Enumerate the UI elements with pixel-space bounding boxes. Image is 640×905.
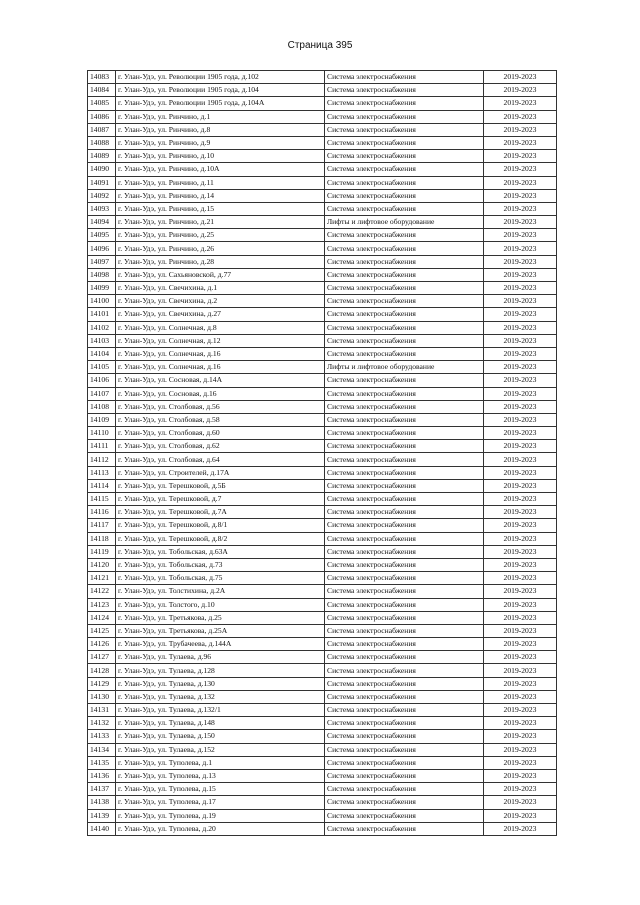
period-cell: 2019-2023: [484, 796, 557, 809]
system-type-cell: Система электроснабжения: [325, 545, 484, 558]
table-row: [88, 506, 557, 519]
system-type-cell: Лифты и лифтовое оборудование: [325, 361, 484, 374]
address-cell: г. Улан-Удэ, ул. Туполева, д.20: [116, 822, 325, 835]
system-type-cell: Система электроснабжения: [325, 466, 484, 479]
table-row: [88, 334, 557, 347]
period-cell: 2019-2023: [484, 97, 557, 110]
registry-table: [87, 70, 557, 836]
table-row: [88, 440, 557, 453]
period-cell: 2019-2023: [484, 361, 557, 374]
address-cell: г. Улан-Удэ, ул. Солнечная, д.16: [116, 361, 325, 374]
system-type-cell: Система электроснабжения: [325, 769, 484, 782]
table-row: [88, 321, 557, 334]
address-cell: г. Улан-Удэ, ул. Тулаева, д.132: [116, 690, 325, 703]
table-row: [88, 624, 557, 637]
table-row: [88, 150, 557, 163]
row-number-cell: 14104: [88, 347, 116, 360]
period-cell: 2019-2023: [484, 400, 557, 413]
row-number-cell: 14131: [88, 704, 116, 717]
period-cell: 2019-2023: [484, 704, 557, 717]
period-cell: 2019-2023: [484, 717, 557, 730]
system-type-cell: Система электроснабжения: [325, 97, 484, 110]
address-cell: г. Улан-Удэ, ул. Сахьяновской, д.77: [116, 268, 325, 281]
table-row: [88, 585, 557, 598]
period-cell: 2019-2023: [484, 387, 557, 400]
row-number-cell: 14129: [88, 677, 116, 690]
row-number-cell: 14092: [88, 189, 116, 202]
table-row: [88, 229, 557, 242]
address-cell: г. Улан-Удэ, ул. Туполева, д.19: [116, 809, 325, 822]
address-cell: г. Улан-Удэ, ул. Столбовая, д.56: [116, 400, 325, 413]
row-number-cell: 14093: [88, 202, 116, 215]
system-type-cell: Система электроснабжения: [325, 796, 484, 809]
address-cell: г. Улан-Удэ, ул. Ринчино, д.21: [116, 216, 325, 229]
period-cell: 2019-2023: [484, 532, 557, 545]
address-cell: г. Улан-Удэ, ул. Терешковой, д.8/2: [116, 532, 325, 545]
row-number-cell: 14128: [88, 664, 116, 677]
row-number-cell: 14088: [88, 136, 116, 149]
row-number-cell: 14133: [88, 730, 116, 743]
row-number-cell: 14099: [88, 282, 116, 295]
row-number-cell: 14107: [88, 387, 116, 400]
address-cell: г. Улан-Удэ, ул. Терешковой, д.8/1: [116, 519, 325, 532]
row-number-cell: 14086: [88, 110, 116, 123]
period-cell: 2019-2023: [484, 743, 557, 756]
row-number-cell: 14094: [88, 216, 116, 229]
table-row: [88, 466, 557, 479]
system-type-cell: Система электроснабжения: [325, 743, 484, 756]
period-cell: 2019-2023: [484, 598, 557, 611]
table-row: [88, 677, 557, 690]
system-type-cell: Система электроснабжения: [325, 387, 484, 400]
period-cell: 2019-2023: [484, 282, 557, 295]
row-number-cell: 14105: [88, 361, 116, 374]
period-cell: 2019-2023: [484, 295, 557, 308]
row-number-cell: 14115: [88, 493, 116, 506]
period-cell: 2019-2023: [484, 374, 557, 387]
period-cell: 2019-2023: [484, 730, 557, 743]
table-row: [88, 690, 557, 703]
row-number-cell: 14100: [88, 295, 116, 308]
system-type-cell: Система электроснабжения: [325, 704, 484, 717]
system-type-cell: Система электроснабжения: [325, 783, 484, 796]
system-type-cell: Система электроснабжения: [325, 506, 484, 519]
row-number-cell: 14084: [88, 84, 116, 97]
row-number-cell: 14121: [88, 572, 116, 585]
period-cell: 2019-2023: [484, 519, 557, 532]
table-row: [88, 374, 557, 387]
row-number-cell: 14114: [88, 479, 116, 492]
address-cell: г. Улан-Удэ, ул. Сосновая, д.16: [116, 387, 325, 400]
system-type-cell: Система электроснабжения: [325, 440, 484, 453]
system-type-cell: Система электроснабжения: [325, 585, 484, 598]
period-cell: 2019-2023: [484, 268, 557, 281]
system-type-cell: Система электроснабжения: [325, 308, 484, 321]
period-cell: 2019-2023: [484, 123, 557, 136]
table-row: [88, 282, 557, 295]
row-number-cell: 14097: [88, 255, 116, 268]
period-cell: 2019-2023: [484, 321, 557, 334]
address-cell: г. Улан-Удэ, ул. Солнечная, д.8: [116, 321, 325, 334]
row-number-cell: 14117: [88, 519, 116, 532]
address-cell: г. Улан-Удэ, ул. Свечихина, д.1: [116, 282, 325, 295]
row-number-cell: 14136: [88, 769, 116, 782]
period-cell: 2019-2023: [484, 136, 557, 149]
system-type-cell: Система электроснабжения: [325, 756, 484, 769]
period-cell: 2019-2023: [484, 334, 557, 347]
row-number-cell: 14138: [88, 796, 116, 809]
row-number-cell: 14123: [88, 598, 116, 611]
address-cell: г. Улан-Удэ, ул. Солнечная, д.12: [116, 334, 325, 347]
system-type-cell: Система электроснабжения: [325, 242, 484, 255]
table-row: [88, 176, 557, 189]
address-cell: г. Улан-Удэ, ул. Ринчино, д.1: [116, 110, 325, 123]
table-row: [88, 427, 557, 440]
period-cell: 2019-2023: [484, 822, 557, 835]
address-cell: г. Улан-Удэ, ул. Революции 1905 года, д.104А: [116, 97, 325, 110]
table-row: [88, 717, 557, 730]
row-number-cell: 14122: [88, 585, 116, 598]
row-number-cell: 14113: [88, 466, 116, 479]
table-row: [88, 123, 557, 136]
table-row: [88, 453, 557, 466]
row-number-cell: 14125: [88, 624, 116, 637]
table-row: [88, 519, 557, 532]
table-row: [88, 189, 557, 202]
period-cell: 2019-2023: [484, 242, 557, 255]
system-type-cell: Система электроснабжения: [325, 624, 484, 637]
system-type-cell: Система электроснабжения: [325, 84, 484, 97]
period-cell: 2019-2023: [484, 690, 557, 703]
system-type-cell: Система электроснабжения: [325, 71, 484, 84]
system-type-cell: Система электроснабжения: [325, 822, 484, 835]
period-cell: 2019-2023: [484, 84, 557, 97]
row-number-cell: 14137: [88, 783, 116, 796]
period-cell: 2019-2023: [484, 769, 557, 782]
table-row: [88, 572, 557, 585]
period-cell: 2019-2023: [484, 585, 557, 598]
table-row: [88, 400, 557, 413]
system-type-cell: Система электроснабжения: [325, 690, 484, 703]
table-row: [88, 387, 557, 400]
period-cell: 2019-2023: [484, 664, 557, 677]
system-type-cell: Система электроснабжения: [325, 493, 484, 506]
address-cell: г. Улан-Удэ, ул. Терешковой, д.7: [116, 493, 325, 506]
address-cell: г. Улан-Удэ, ул. Третьякова, д.25: [116, 611, 325, 624]
system-type-cell: Система электроснабжения: [325, 427, 484, 440]
address-cell: г. Улан-Удэ, ул. Тулаева, д.130: [116, 677, 325, 690]
table-row: [88, 532, 557, 545]
page-title: Страница 395: [287, 40, 353, 51]
row-number-cell: 14135: [88, 756, 116, 769]
table-row: [88, 796, 557, 809]
table-row: [88, 202, 557, 215]
address-cell: г. Улан-Удэ, ул. Туполева, д.1: [116, 756, 325, 769]
row-number-cell: 14112: [88, 453, 116, 466]
row-number-cell: 14090: [88, 163, 116, 176]
table-row: [88, 84, 557, 97]
period-cell: 2019-2023: [484, 572, 557, 585]
period-cell: 2019-2023: [484, 756, 557, 769]
address-cell: г. Улан-Удэ, ул. Туполева, д.17: [116, 796, 325, 809]
row-number-cell: 14109: [88, 413, 116, 426]
row-number-cell: 14118: [88, 532, 116, 545]
period-cell: 2019-2023: [484, 176, 557, 189]
system-type-cell: Система электроснабжения: [325, 282, 484, 295]
address-cell: г. Улан-Удэ, ул. Революции 1905 года, д.104: [116, 84, 325, 97]
period-cell: 2019-2023: [484, 453, 557, 466]
period-cell: 2019-2023: [484, 493, 557, 506]
table-row: [88, 783, 557, 796]
row-number-cell: 14130: [88, 690, 116, 703]
address-cell: г. Улан-Удэ, ул. Ринчино, д.11: [116, 176, 325, 189]
address-cell: г. Улан-Удэ, ул. Тобольская, д.63А: [116, 545, 325, 558]
table-row: [88, 255, 557, 268]
system-type-cell: Система электроснабжения: [325, 295, 484, 308]
table-row: [88, 493, 557, 506]
system-type-cell: Система электроснабжения: [325, 730, 484, 743]
row-number-cell: 14096: [88, 242, 116, 255]
system-type-cell: Система электроснабжения: [325, 400, 484, 413]
system-type-cell: Система электроснабжения: [325, 374, 484, 387]
address-cell: г. Улан-Удэ, ул. Свечихина, д.2: [116, 295, 325, 308]
table-row: [88, 163, 557, 176]
system-type-cell: Система электроснабжения: [325, 453, 484, 466]
system-type-cell: Система электроснабжения: [325, 255, 484, 268]
row-number-cell: 14087: [88, 123, 116, 136]
row-number-cell: 14089: [88, 150, 116, 163]
address-cell: г. Улан-Удэ, ул. Строителей, д.17А: [116, 466, 325, 479]
system-type-cell: Система электроснабжения: [325, 519, 484, 532]
period-cell: 2019-2023: [484, 216, 557, 229]
period-cell: 2019-2023: [484, 638, 557, 651]
system-type-cell: Система электроснабжения: [325, 809, 484, 822]
row-number-cell: 14116: [88, 506, 116, 519]
system-type-cell: Система электроснабжения: [325, 572, 484, 585]
table-row: [88, 545, 557, 558]
period-cell: 2019-2023: [484, 809, 557, 822]
row-number-cell: 14110: [88, 427, 116, 440]
row-number-cell: 14106: [88, 374, 116, 387]
system-type-cell: Система электроснабжения: [325, 176, 484, 189]
period-cell: 2019-2023: [484, 651, 557, 664]
table-row: [88, 638, 557, 651]
row-number-cell: 14134: [88, 743, 116, 756]
address-cell: г. Улан-Удэ, ул. Сосновая, д.14А: [116, 374, 325, 387]
row-number-cell: 14098: [88, 268, 116, 281]
address-cell: г. Улан-Удэ, ул. Тобольская, д.73: [116, 558, 325, 571]
period-cell: 2019-2023: [484, 479, 557, 492]
period-cell: 2019-2023: [484, 229, 557, 242]
system-type-cell: Система электроснабжения: [325, 558, 484, 571]
address-cell: г. Улан-Удэ, ул. Ринчино, д.26: [116, 242, 325, 255]
table-row: [88, 413, 557, 426]
table-row: [88, 347, 557, 360]
address-cell: г. Улан-Удэ, ул. Трубачеева, д.144А: [116, 638, 325, 651]
period-cell: 2019-2023: [484, 163, 557, 176]
system-type-cell: Система электроснабжения: [325, 150, 484, 163]
table-row: [88, 71, 557, 84]
period-cell: 2019-2023: [484, 255, 557, 268]
table-row: [88, 308, 557, 321]
period-cell: 2019-2023: [484, 189, 557, 202]
system-type-cell: Система электроснабжения: [325, 229, 484, 242]
row-number-cell: 14102: [88, 321, 116, 334]
table-row: [88, 769, 557, 782]
system-type-cell: Система электроснабжения: [325, 611, 484, 624]
address-cell: г. Улан-Удэ, ул. Тобольская, д.75: [116, 572, 325, 585]
system-type-cell: Система электроснабжения: [325, 479, 484, 492]
table-row: [88, 361, 557, 374]
row-number-cell: 14108: [88, 400, 116, 413]
address-cell: г. Улан-Удэ, ул. Ринчино, д.25: [116, 229, 325, 242]
table-row: [88, 730, 557, 743]
system-type-cell: Система электроснабжения: [325, 598, 484, 611]
address-cell: г. Улан-Удэ, ул. Тулаева, д.132/1: [116, 704, 325, 717]
table-row: [88, 242, 557, 255]
system-type-cell: Система электроснабжения: [325, 413, 484, 426]
period-cell: 2019-2023: [484, 347, 557, 360]
table-row: [88, 479, 557, 492]
system-type-cell: Система электроснабжения: [325, 638, 484, 651]
address-cell: г. Улан-Удэ, ул. Ринчино, д.8: [116, 123, 325, 136]
period-cell: 2019-2023: [484, 308, 557, 321]
table-row: [88, 268, 557, 281]
row-number-cell: 14126: [88, 638, 116, 651]
period-cell: 2019-2023: [484, 677, 557, 690]
row-number-cell: 14101: [88, 308, 116, 321]
table-row: [88, 216, 557, 229]
period-cell: 2019-2023: [484, 150, 557, 163]
system-type-cell: Система электроснабжения: [325, 677, 484, 690]
table-row: [88, 295, 557, 308]
registry-table-body: [88, 71, 557, 836]
address-cell: г. Улан-Удэ, ул. Тулаева, д.128: [116, 664, 325, 677]
period-cell: 2019-2023: [484, 427, 557, 440]
system-type-cell: Система электроснабжения: [325, 532, 484, 545]
address-cell: г. Улан-Удэ, ул. Свечихина, д.27: [116, 308, 325, 321]
system-type-cell: Система электроснабжения: [325, 189, 484, 202]
address-cell: г. Улан-Удэ, ул. Ринчино, д.14: [116, 189, 325, 202]
table-row: [88, 704, 557, 717]
period-cell: 2019-2023: [484, 506, 557, 519]
system-type-cell: Система электроснабжения: [325, 651, 484, 664]
row-number-cell: 14095: [88, 229, 116, 242]
address-cell: г. Улан-Удэ, ул. Столбовая, д.62: [116, 440, 325, 453]
table-row: [88, 651, 557, 664]
row-number-cell: 14124: [88, 611, 116, 624]
address-cell: г. Улан-Удэ, ул. Ринчино, д.28: [116, 255, 325, 268]
row-number-cell: 14127: [88, 651, 116, 664]
address-cell: г. Улан-Удэ, ул. Туполева, д.13: [116, 769, 325, 782]
address-cell: г. Улан-Удэ, ул. Ринчино, д.10А: [116, 163, 325, 176]
system-type-cell: Система электроснабжения: [325, 202, 484, 215]
period-cell: 2019-2023: [484, 71, 557, 84]
system-type-cell: Система электроснабжения: [325, 123, 484, 136]
period-cell: 2019-2023: [484, 545, 557, 558]
system-type-cell: Система электроснабжения: [325, 321, 484, 334]
address-cell: г. Улан-Удэ, ул. Столбовая, д.64: [116, 453, 325, 466]
system-type-cell: Система электроснабжения: [325, 110, 484, 123]
table-row: [88, 809, 557, 822]
table-row: [88, 756, 557, 769]
row-number-cell: 14119: [88, 545, 116, 558]
address-cell: г. Улан-Удэ, ул. Тулаева, д.150: [116, 730, 325, 743]
row-number-cell: 14103: [88, 334, 116, 347]
table-row: [88, 598, 557, 611]
period-cell: 2019-2023: [484, 624, 557, 637]
row-number-cell: 14083: [88, 71, 116, 84]
system-type-cell: Система электроснабжения: [325, 334, 484, 347]
period-cell: 2019-2023: [484, 202, 557, 215]
table-row: [88, 110, 557, 123]
address-cell: г. Улан-Удэ, ул. Столбовая, д.58: [116, 413, 325, 426]
address-cell: г. Улан-Удэ, ул. Столбовая, д.60: [116, 427, 325, 440]
address-cell: г. Улан-Удэ, ул. Терешковой, д.5Б: [116, 479, 325, 492]
table-row: [88, 822, 557, 835]
period-cell: 2019-2023: [484, 783, 557, 796]
period-cell: 2019-2023: [484, 466, 557, 479]
table-row: [88, 136, 557, 149]
address-cell: г. Улан-Удэ, ул. Тулаева, д.148: [116, 717, 325, 730]
address-cell: г. Улан-Удэ, ул. Солнечная, д.16: [116, 347, 325, 360]
period-cell: 2019-2023: [484, 110, 557, 123]
address-cell: г. Улан-Удэ, ул. Толстого, д.10: [116, 598, 325, 611]
system-type-cell: Система электроснабжения: [325, 136, 484, 149]
address-cell: г. Улан-Удэ, ул. Революции 1905 года, д.102: [116, 71, 325, 84]
system-type-cell: Система электроснабжения: [325, 268, 484, 281]
table-row: [88, 743, 557, 756]
address-cell: г. Улан-Удэ, ул. Терешковой, д.7А: [116, 506, 325, 519]
address-cell: г. Улан-Удэ, ул. Тулаева, д.96: [116, 651, 325, 664]
table-row: [88, 664, 557, 677]
address-cell: г. Улан-Удэ, ул. Ринчино, д.15: [116, 202, 325, 215]
table-row: [88, 97, 557, 110]
row-number-cell: 14140: [88, 822, 116, 835]
address-cell: г. Улан-Удэ, ул. Ринчино, д.10: [116, 150, 325, 163]
system-type-cell: Система электроснабжения: [325, 717, 484, 730]
row-number-cell: 14091: [88, 176, 116, 189]
period-cell: 2019-2023: [484, 413, 557, 426]
row-number-cell: 14120: [88, 558, 116, 571]
address-cell: г. Улан-Удэ, ул. Тулаева, д.152: [116, 743, 325, 756]
system-type-cell: Система электроснабжения: [325, 347, 484, 360]
period-cell: 2019-2023: [484, 440, 557, 453]
row-number-cell: 14139: [88, 809, 116, 822]
address-cell: г. Улан-Удэ, ул. Третьякова, д.25А: [116, 624, 325, 637]
address-cell: г. Улан-Удэ, ул. Толстихина, д.2А: [116, 585, 325, 598]
period-cell: 2019-2023: [484, 611, 557, 624]
row-number-cell: 14132: [88, 717, 116, 730]
system-type-cell: Лифты и лифтовое оборудование: [325, 216, 484, 229]
period-cell: 2019-2023: [484, 558, 557, 571]
row-number-cell: 14111: [88, 440, 116, 453]
system-type-cell: Система электроснабжения: [325, 664, 484, 677]
address-cell: г. Улан-Удэ, ул. Туполева, д.15: [116, 783, 325, 796]
system-type-cell: Система электроснабжения: [325, 163, 484, 176]
row-number-cell: 14085: [88, 97, 116, 110]
address-cell: г. Улан-Удэ, ул. Ринчино, д.9: [116, 136, 325, 149]
table-row: [88, 558, 557, 571]
table-row: [88, 611, 557, 624]
